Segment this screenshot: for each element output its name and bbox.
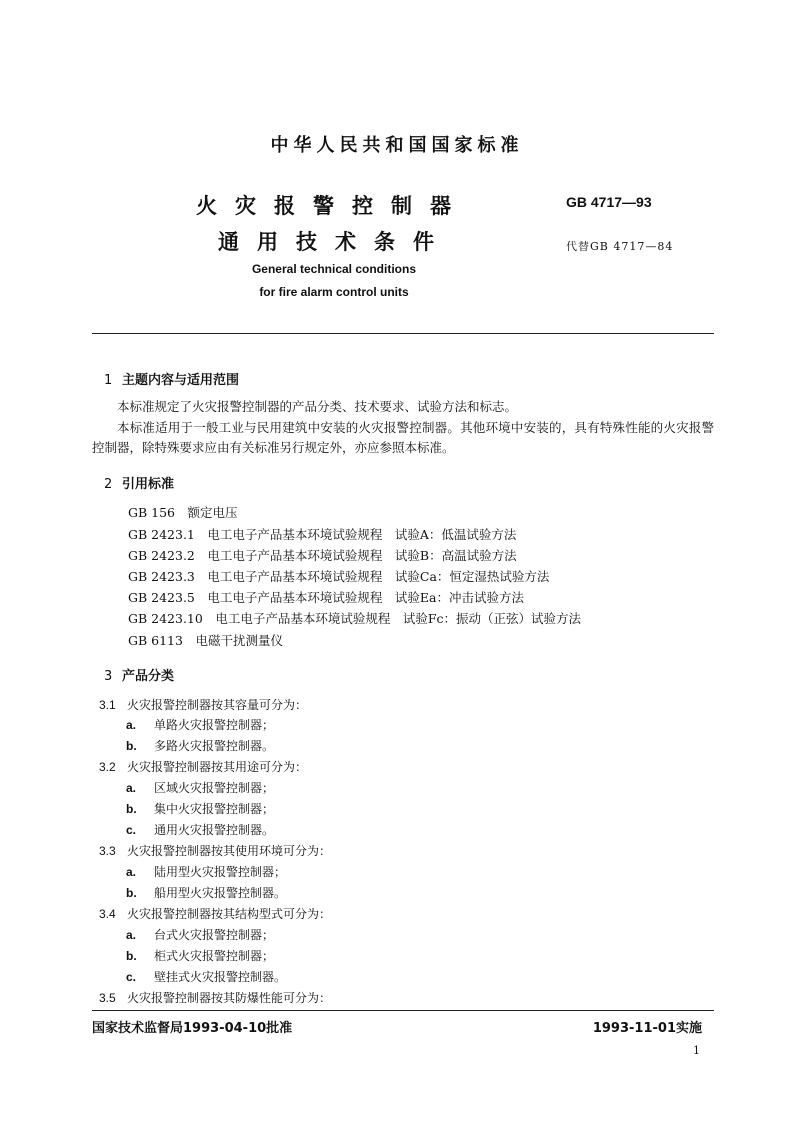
list-item xyxy=(126,863,286,880)
section-3-heading xyxy=(104,665,174,684)
list-item xyxy=(126,737,274,754)
item-letter: b. xyxy=(126,802,137,816)
section-number: 3 xyxy=(104,669,113,684)
clause-3-4 xyxy=(99,905,331,922)
section-2-heading xyxy=(104,473,174,492)
approval-date: 国家技术监督局1993-04-10批准 xyxy=(92,1021,293,1036)
item-text: 单路火灾报警控制器； xyxy=(154,718,275,732)
list-item xyxy=(126,947,274,964)
national-standard-heading: 中华人民共和国国家标准 xyxy=(270,135,524,156)
section-number: 2 xyxy=(104,477,113,492)
list-item xyxy=(126,716,274,733)
clause-3-3 xyxy=(99,842,331,859)
section-1-heading xyxy=(104,369,239,388)
clause-text: 火灾报警控制器按其结构型式可分为： xyxy=(127,907,332,921)
item-letter: a. xyxy=(126,928,137,942)
clause-text: 火灾报警控制器按其防爆性能可分为： xyxy=(127,991,332,1005)
clause-text: 火灾报警控制器按其用途可分为： xyxy=(127,760,308,774)
clause-text: 火灾报警控制器按其容量可分为： xyxy=(127,698,308,712)
clause-3-1 xyxy=(99,696,307,713)
section-title: 主题内容与适用范围 xyxy=(122,373,240,388)
list-item xyxy=(126,884,286,901)
clause-number: 3.1 xyxy=(99,698,116,712)
item-text: 壁挂式火灾报警控制器。 xyxy=(154,970,287,984)
item-text: 柜式火灾报警控制器； xyxy=(154,949,275,963)
section-1-paragraph: 本标准规定了火灾报警控制器的产品分类、技术要求、试验方法和标志。 xyxy=(117,399,518,414)
item-text: 陆用型火灾报警控制器； xyxy=(154,865,287,879)
item-text: 船用型火灾报警控制器。 xyxy=(154,886,287,900)
reference-standard: GB 156 额定电压 xyxy=(128,505,238,520)
reference-standard: GB 6113 电磁干扰测量仪 xyxy=(128,633,283,648)
section-title: 引用标准 xyxy=(122,477,175,492)
standard-title-line-2: 通用技术条件 xyxy=(218,230,452,254)
item-letter: b. xyxy=(126,949,137,963)
list-item xyxy=(126,800,274,817)
item-text: 通用火灾报警控制器。 xyxy=(154,823,275,837)
clause-number: 3.3 xyxy=(99,844,116,858)
item-text: 区域火灾报警控制器； xyxy=(154,781,275,795)
item-letter: b. xyxy=(126,739,137,753)
header-divider xyxy=(92,333,714,334)
clause-3-2 xyxy=(99,758,307,775)
item-letter: c. xyxy=(126,823,137,837)
reference-standard: GB 2423.1 电工电子产品基本环境试验规程 试验A：低温试验方法 xyxy=(128,527,517,542)
english-title-line-2: for fire alarm control units xyxy=(259,285,409,299)
section-1-paragraph: 本标准适用于一般工业与民用建筑中安装的火灾报警控制器。其他环境中安装的，具有特殊性能的火灾报警控制器，除特殊要求应由有关标准另行规定外，亦应参照本标准。 xyxy=(92,420,714,455)
reference-standard: GB 2423.5 电工电子产品基本环境试验规程 试验Ea：冲击试验方法 xyxy=(128,590,524,605)
reference-standard: GB 2423.3 电工电子产品基本环境试验规程 试验Ca：恒定湿热试验方法 xyxy=(128,569,550,584)
item-letter: a. xyxy=(126,865,137,879)
clause-3-5 xyxy=(99,989,331,1006)
english-title-line-1: General technical conditions xyxy=(251,262,417,276)
footer-divider xyxy=(92,1010,714,1011)
item-text: 集中火灾报警控制器； xyxy=(154,802,275,816)
item-text: 多路火灾报警控制器。 xyxy=(154,739,275,753)
list-item xyxy=(126,779,274,796)
section-number: 1 xyxy=(104,373,113,388)
clause-text: 火灾报警控制器按其使用环境可分为： xyxy=(127,844,332,858)
section-title: 产品分类 xyxy=(122,669,175,684)
item-text: 台式火灾报警控制器； xyxy=(154,928,275,942)
standard-number: GB 4717—93 xyxy=(566,194,652,210)
standard-title-line-1: 火灾报警控制器 xyxy=(196,194,469,218)
list-item xyxy=(126,926,274,943)
item-letter: b. xyxy=(126,886,137,900)
item-letter: a. xyxy=(126,781,137,795)
list-item xyxy=(126,821,274,838)
reference-standard: GB 2423.10 电工电子产品基本环境试验规程 试验Fc：振动（正弦）试验方法 xyxy=(128,611,582,626)
clause-number: 3.2 xyxy=(99,760,116,774)
effective-date: 1993-11-01实施 xyxy=(592,1021,702,1036)
clause-number: 3.5 xyxy=(99,991,116,1005)
item-letter: a. xyxy=(126,718,137,732)
list-item xyxy=(126,968,286,985)
replaces-standard: 代替GB 4717—84 xyxy=(566,240,674,253)
item-letter: c. xyxy=(126,970,137,984)
page-number: 1 xyxy=(693,1044,700,1057)
reference-standard: GB 2423.2 电工电子产品基本环境试验规程 试验B：高温试验方法 xyxy=(128,548,517,563)
clause-number: 3.4 xyxy=(99,907,116,921)
